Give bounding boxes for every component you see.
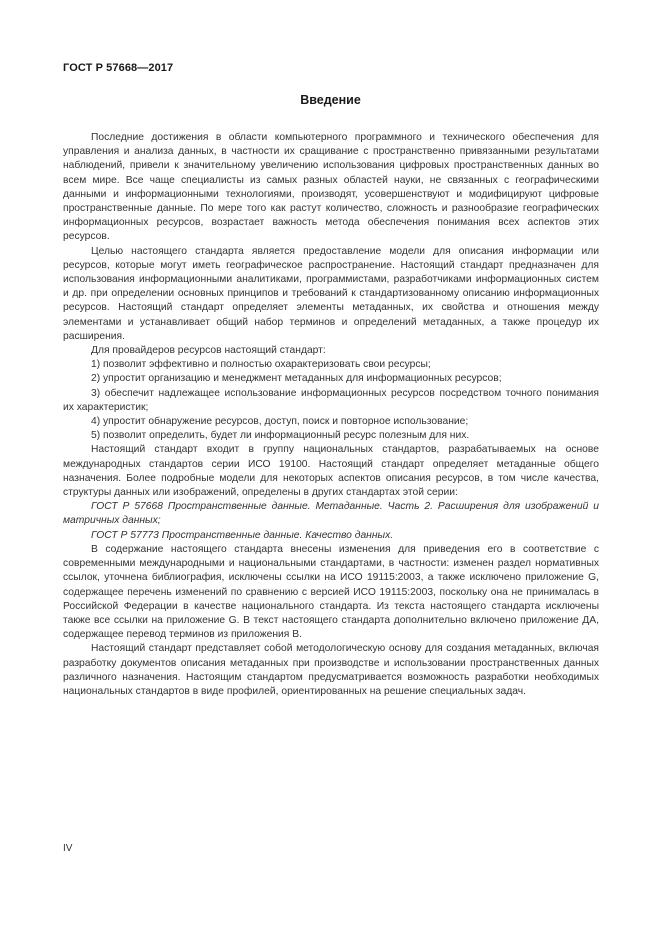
paragraph: 4) упростит обнаружение ресурсов, доступ, поиск и повторное использование; bbox=[91, 416, 469, 428]
paragraph: ГОСТ Р 57773 Пространственные данные. Качество данных. bbox=[91, 529, 394, 541]
paragraph: В содержание настоящего стандарта внесены изменения для приведения его в соответствие с современными международными и национальными стандартами, в частности: изменен раздел нормативных ссылок, уточнена библиография, исключены ссылки на ИСО 19115:2003, а также исключено приложение G, содержащее перечень изменений по сравнению с версией ИСО 19115:2003, поскольку она не принималась в Российской Федерации в качестве национального стандарта. Из текста настоящего стандарта исключены также все ссылки на приложение G. В текст настоящего стандарта дополнительно включено приложение ДА, содержащее перевод терминов из приложения В. bbox=[63, 543, 599, 641]
paragraph: 2) упростит организацию и менеджмент метаданных для информационных ресурсов; bbox=[91, 373, 502, 385]
paragraph: 3) обеспечит надлежащее использование информационных ресурсов посредством точного понимания их характеристик; bbox=[63, 387, 599, 413]
page-number: IV bbox=[63, 843, 73, 854]
paragraph: Целью настоящего стандарта является предоставление модели для описания информации или ресурсов, которые могут иметь географическое распространение. Настоящий стандарт предназначен для использования информационными аналитиками, программистами, разработчиками информационных систем и др. при определении основных принципов и требований к стандартизованному описанию информационных ресурсов. Настоящий стандарт определяет элементы метаданных, их свойства и отношения между элементами и устанавливает общий набор терминов и определений метаданных, а также процедур их расширения. bbox=[63, 245, 599, 342]
paragraph: Настоящий стандарт входит в группу национальных стандартов, разрабатываемых на основе международных стандартов серии ИСО 19100. Настоящий стандарт определяет метаданные общего назначения. Более подробные модели для некоторых аспектов описания ресурсов, в том числе качества, структуры данных или изображений, определены в других стандартах этой серии: bbox=[63, 444, 599, 499]
document-body bbox=[63, 131, 599, 699]
paragraph: Последние достижения в области компьютерного программного и технического обеспечения для управления и анализа данных, в частности их сращивание с пространственно привязанными результатами наблюдений, привели к значительному увеличению использования цифровых пространственных данных во всем мире. Все чаще специалисты из самых разных областей науки, не связанных с географическими данными и информационными технологиями, производят, усовершенствуют и модифицируют цифровые пространственные данные. По мере того как растут количество, сложность и разнообразие географических информационных ресурсов, возрастает важность метода обеспечения понимания всех аспектов этих ресурсов. bbox=[63, 132, 599, 243]
paragraph: ГОСТ Р 57668 Пространственные данные. Метаданные. Часть 2. Расширения для изображений и матричных данных; bbox=[63, 501, 599, 527]
page-title: Введение bbox=[300, 93, 361, 107]
paragraph: Для провайдеров ресурсов настоящий стандарт: bbox=[91, 345, 326, 357]
paragraph: 5) позволит определить, будет ли информационный ресурс полезным для них. bbox=[91, 430, 470, 442]
paragraph: Настоящий стандарт представляет собой методологическую основу для создания метаданных, включая разработку документов описания метаданных при производстве и использовании пространственных данных различного назначения. Настоящим стандартом предусматривается возможность разработки необходимых национальных стандартов в виде профилей, ориентированных на решение специальных задач. bbox=[63, 643, 599, 697]
document-header: ГОСТ Р 57668—2017 bbox=[63, 62, 174, 74]
paragraph: 1) позволит эффективно и полностью охарактеризовать свои ресурсы; bbox=[91, 359, 431, 371]
